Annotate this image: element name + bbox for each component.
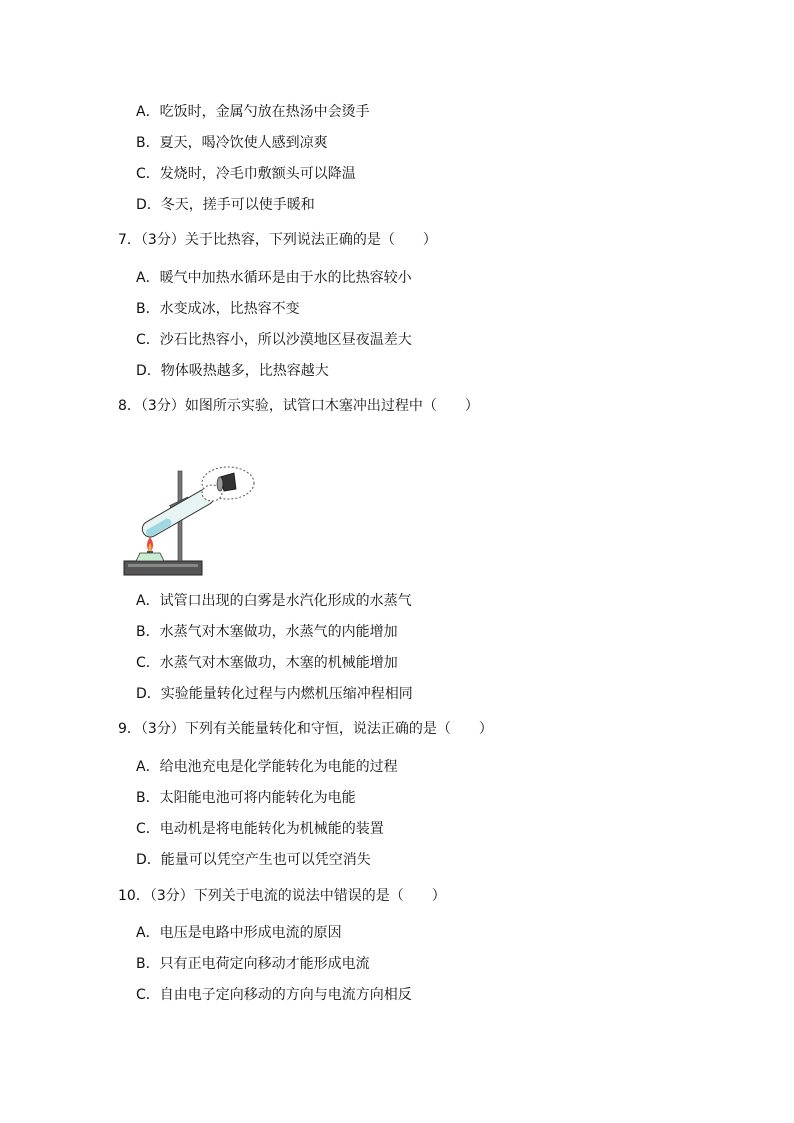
q8-stem: 8．（3分）如图所示实验，试管口木塞冲出过程中（ ） [118,398,479,414]
q8-option-a: A．试管口出现的白雾是水汽化形成的水蒸气 [136,593,412,609]
q9-option-d: D．能量可以凭空产生也可以凭空消失 [136,852,371,868]
q7-option-c: C．沙石比热容小，所以沙漠地区昼夜温差大 [136,332,412,348]
q9-option-a: A．给电池充电是化学能转化为电能的过程 [136,759,398,775]
q6-option-a: A．吃饭时，金属勺放在热汤中会烫手 [136,104,370,120]
q7-stem: 7．（3分）关于比热容，下列说法正确的是（ ） [118,232,437,248]
alcohol-lamp [136,553,164,561]
q9-option-c: C．电动机是将电能转化为机械能的装置 [136,821,384,837]
q6-option-b: B．夏天，喝冷饮使人感到凉爽 [136,135,328,151]
q10-option-b: B．只有正电荷定向移动才能形成电流 [136,956,370,972]
q10-option-c: C．自由电子定向移动的方向与电流方向相反 [136,987,412,1003]
q10-option-a: A．电压是电路中形成电流的原因 [136,925,342,941]
q6-option-d: D．冬天，搓手可以使手暖和 [136,197,315,213]
stand-base [124,561,202,575]
q8-option-c: C．水蒸气对木塞做功，木塞的机械能增加 [136,655,398,671]
test-tube-illustration [120,465,260,583]
test-tube-experiment-figure [120,465,260,583]
q7-option-d: D．物体吸热越多，比热容越大 [136,363,329,379]
q10-stem: 10．（3分）下列关于电流的说法中错误的是（ ） [118,888,446,904]
q7-option-a: A．暖气中加热水循环是由于水的比热容较小 [136,270,412,286]
q6-option-c: C．发烧时，冷毛巾敷额头可以降温 [136,166,356,182]
q7-option-b: B．水变成冰，比热容不变 [136,301,300,317]
q9-option-b: B．太阳能电池可将内能转化为电能 [136,790,356,806]
q8-option-b: B．水蒸气对木塞做功，水蒸气的内能增加 [136,624,398,640]
stand-base-highlight [128,564,198,567]
q9-stem: 9．（3分）下列有关能量转化和守恒，说法正确的是（ ） [118,721,493,737]
q8-option-d: D．实验能量转化过程与内燃机压缩冲程相同 [136,686,413,702]
